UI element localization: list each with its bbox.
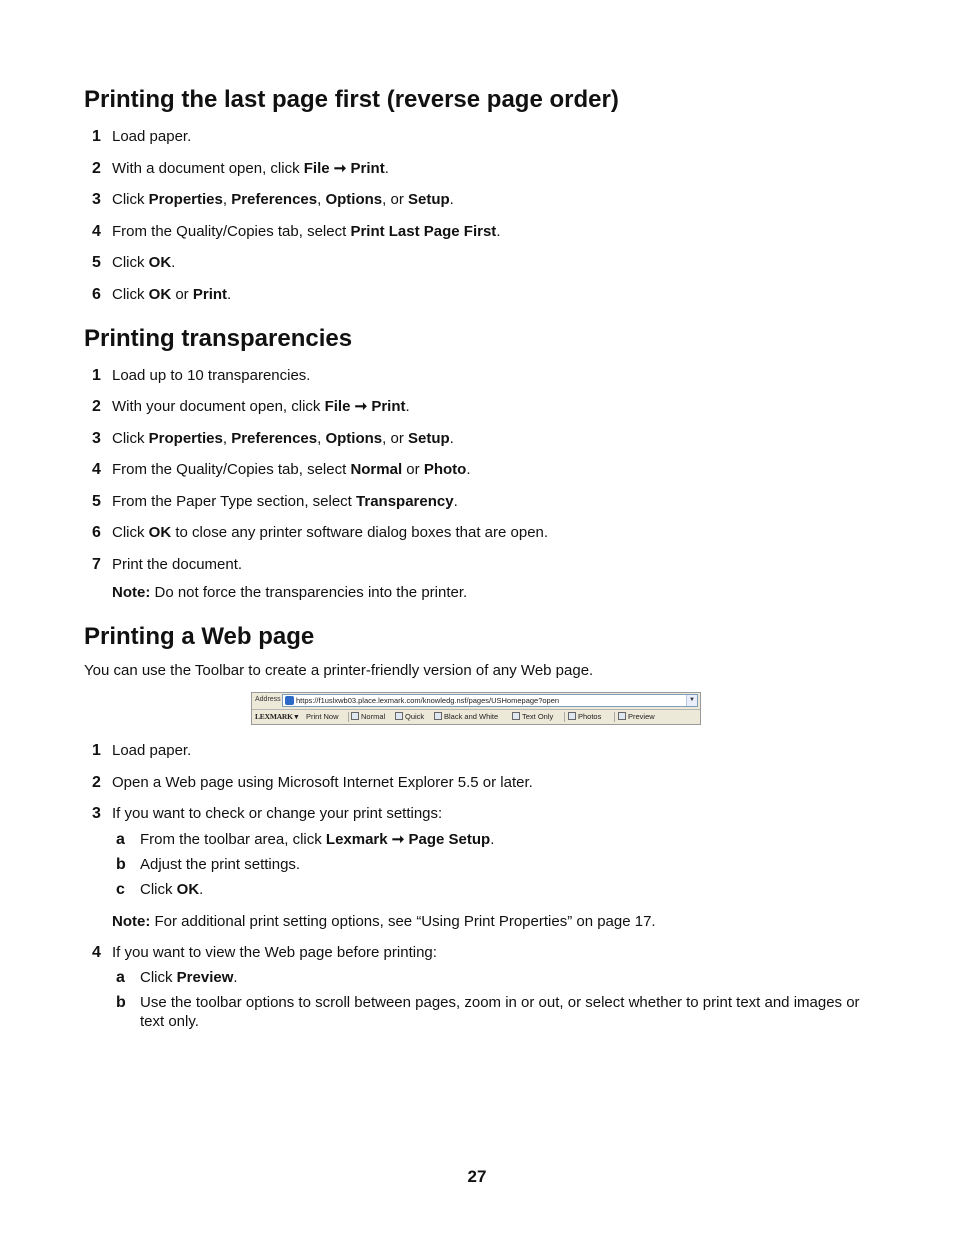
toolbar-divider	[348, 712, 349, 722]
step-number: 1	[92, 128, 101, 145]
bold-term: File	[303, 160, 330, 177]
step-text	[112, 943, 437, 962]
quick-icon	[395, 712, 403, 720]
bold-term: Print Last Page First	[350, 223, 497, 240]
text-run: With a document open, click	[112, 160, 304, 177]
bold-term: Normal	[350, 461, 403, 478]
substep-text	[140, 880, 203, 899]
bold-term: OK	[176, 881, 200, 898]
bold-term: Properties	[148, 430, 223, 447]
step-number: 3	[92, 191, 101, 208]
text-run: From the Quality/Copies tab, select	[112, 223, 351, 240]
step-number: 3	[92, 805, 101, 822]
photos-icon	[568, 712, 576, 720]
bold-term: Preferences	[231, 430, 318, 447]
step-text	[112, 127, 191, 146]
step-number: 1	[92, 367, 101, 384]
section-title-web-page: Printing a Web page	[84, 623, 315, 650]
step-text	[112, 523, 548, 542]
bold-term: Options	[325, 430, 383, 447]
intro-paragraph: You can use the Toolbar to create a printer-friendly version of any Web page.	[84, 662, 594, 679]
text-run: .	[233, 969, 238, 986]
step-text	[112, 741, 191, 760]
text-run: Click	[140, 969, 177, 986]
text-run: From the Quality/Copies tab, select	[112, 461, 351, 478]
step-number: 2	[92, 398, 101, 415]
substep-text	[140, 993, 880, 1031]
text-run: Click	[112, 254, 149, 271]
step-text	[112, 492, 458, 511]
step-number: 6	[92, 524, 101, 541]
step-text	[112, 773, 533, 792]
bold-term: Page Setup	[408, 831, 491, 848]
text-run: or	[402, 461, 424, 478]
text-run: .	[496, 223, 501, 240]
text-run: Adjust the print settings.	[140, 856, 301, 873]
text-run: .	[199, 881, 204, 898]
step-number: 1	[92, 742, 101, 759]
step-text	[112, 555, 242, 574]
text-run: Load paper.	[112, 128, 192, 145]
text-run: .	[227, 286, 232, 303]
toolbar-divider	[614, 712, 615, 722]
section-title-transparencies: Printing transparencies	[84, 325, 353, 352]
section-title-reverse-order: Printing the last page first (reverse page order)	[84, 86, 619, 113]
bold-term: OK	[148, 286, 172, 303]
step-number: 2	[92, 774, 101, 791]
text-run: .	[453, 493, 458, 510]
quick-label: Quick	[405, 712, 425, 721]
text-run: If you want to check or change your print settings:	[112, 805, 443, 822]
normal-label: Normal	[361, 712, 386, 721]
text-run: Open a Web page using Microsoft Internet Explorer 5.5 or later.	[112, 774, 533, 791]
text-run: With your document open, click	[112, 398, 325, 415]
bold-term: Transparency	[356, 493, 454, 510]
text-run: .	[449, 430, 454, 447]
step-number: 3	[92, 430, 101, 447]
text-run: .	[449, 191, 454, 208]
preview-icon	[618, 712, 626, 720]
bold-term: ➞	[387, 831, 409, 848]
bold-term: Lexmark	[325, 831, 388, 848]
address-url: https://f1uslxwb03.place.lexmark.com/knowledg.nsf/pages/USHomepage?open	[296, 696, 560, 705]
text-run: Click	[112, 191, 149, 208]
text-run: , or	[382, 191, 408, 208]
step-number: 6	[92, 286, 101, 303]
text-run: .	[171, 254, 176, 271]
photos-button[interactable]	[568, 712, 601, 721]
substep-text	[140, 830, 494, 849]
print-now-button[interactable]: Print Now	[306, 712, 339, 721]
bold-term: Print	[192, 286, 228, 303]
text-run: ,	[317, 430, 326, 447]
bold-term: OK	[148, 254, 172, 271]
bold-term: ➞	[350, 398, 372, 415]
black-and-white-button[interactable]	[434, 712, 498, 721]
address-label: Address	[255, 696, 281, 703]
normal-icon	[351, 712, 359, 720]
note-label: Note:	[112, 913, 151, 930]
text-run: Load up to 10 transparencies.	[112, 367, 311, 384]
lexmark-menu-button[interactable]: LEXMARK ▾	[255, 712, 299, 721]
text-run: ,	[317, 191, 326, 208]
substep-letter: a	[116, 831, 125, 848]
step-text	[112, 429, 454, 448]
note-text: Do not force the transparencies into the printer.	[150, 584, 468, 601]
bold-term: OK	[148, 524, 172, 541]
bold-term: Print	[371, 398, 406, 415]
text-run: .	[384, 160, 389, 177]
text-run: Print the document.	[112, 556, 243, 573]
bold-term: ➞	[329, 160, 351, 177]
step-text	[112, 159, 389, 178]
text-run: Click	[112, 524, 149, 541]
text-run: Click	[112, 286, 149, 303]
text-run: ,	[222, 191, 232, 208]
text-run: From the Paper Type section, select	[112, 493, 357, 510]
lexmark-toolbar	[252, 710, 700, 724]
substep-letter: a	[116, 969, 125, 986]
toolbar-screenshot	[251, 692, 701, 725]
note-web-page	[112, 912, 656, 931]
step-number: 4	[92, 223, 101, 240]
text-run: If you want to view the Web page before printing:	[112, 944, 437, 961]
normal-button[interactable]	[351, 712, 385, 721]
bold-term: Photo	[423, 461, 467, 478]
step-number: 4	[92, 461, 101, 478]
page-icon	[285, 696, 294, 705]
step-number: 5	[92, 254, 101, 271]
note-label: Note:	[112, 584, 151, 601]
text-run: to close any printer software dialog boxes that are open.	[171, 524, 549, 541]
text-run: Click	[140, 881, 177, 898]
step-number: 2	[92, 160, 101, 177]
step-text	[112, 285, 231, 304]
substep-text	[140, 855, 300, 874]
text-only-icon	[512, 712, 520, 720]
preview-button[interactable]	[618, 712, 655, 721]
page-number: 27	[467, 1167, 487, 1186]
step-number: 4	[92, 944, 101, 961]
text-run: From the toolbar area, click	[140, 831, 326, 848]
text-only-button[interactable]	[512, 712, 553, 721]
preview-label: Preview	[628, 712, 655, 721]
bold-term: Print	[350, 160, 385, 177]
address-bar	[252, 693, 700, 710]
toolbar-divider	[564, 712, 565, 722]
bold-term: Preview	[176, 969, 234, 986]
step-text	[112, 804, 442, 823]
black-white-label: Black and White	[444, 712, 499, 721]
text-run: , or	[382, 430, 408, 447]
text-run: or	[171, 286, 193, 303]
address-input[interactable]	[282, 694, 698, 707]
substep-letter: b	[116, 994, 126, 1011]
substep-letter: c	[116, 881, 125, 898]
text-run: .	[405, 398, 410, 415]
bold-term: Preferences	[231, 191, 318, 208]
bold-term: Properties	[148, 191, 223, 208]
step-text	[112, 460, 470, 479]
text-run: .	[466, 461, 471, 478]
bold-term: Setup	[407, 430, 450, 447]
note-text: For additional print setting options, see “Using Print Properties” on page 17.	[150, 913, 656, 930]
step-number: 7	[92, 556, 101, 573]
photos-label: Photos	[578, 712, 602, 721]
text-run: .	[490, 831, 495, 848]
bold-term: Setup	[407, 191, 450, 208]
step-number: 5	[92, 493, 101, 510]
note-transparencies	[112, 583, 467, 602]
quick-button[interactable]	[395, 712, 424, 721]
text-only-label: Text Only	[522, 712, 554, 721]
step-text	[112, 253, 175, 272]
step-text	[112, 397, 410, 416]
chevron-down-icon[interactable]: ▼	[686, 695, 697, 706]
step-text	[112, 190, 454, 209]
step-text	[112, 222, 500, 241]
step-text	[112, 366, 310, 385]
black-white-icon	[434, 712, 442, 720]
text-run: Use the toolbar options to scroll between pages, zoom in or out, or select whether to print text and images or text only.	[140, 994, 860, 1030]
substep-text	[140, 968, 238, 987]
text-run: Click	[112, 430, 149, 447]
substep-letter: b	[116, 856, 126, 873]
bold-term: Options	[325, 191, 383, 208]
text-run: ,	[222, 430, 232, 447]
text-run: Load paper.	[112, 742, 192, 759]
bold-term: File	[324, 398, 351, 415]
